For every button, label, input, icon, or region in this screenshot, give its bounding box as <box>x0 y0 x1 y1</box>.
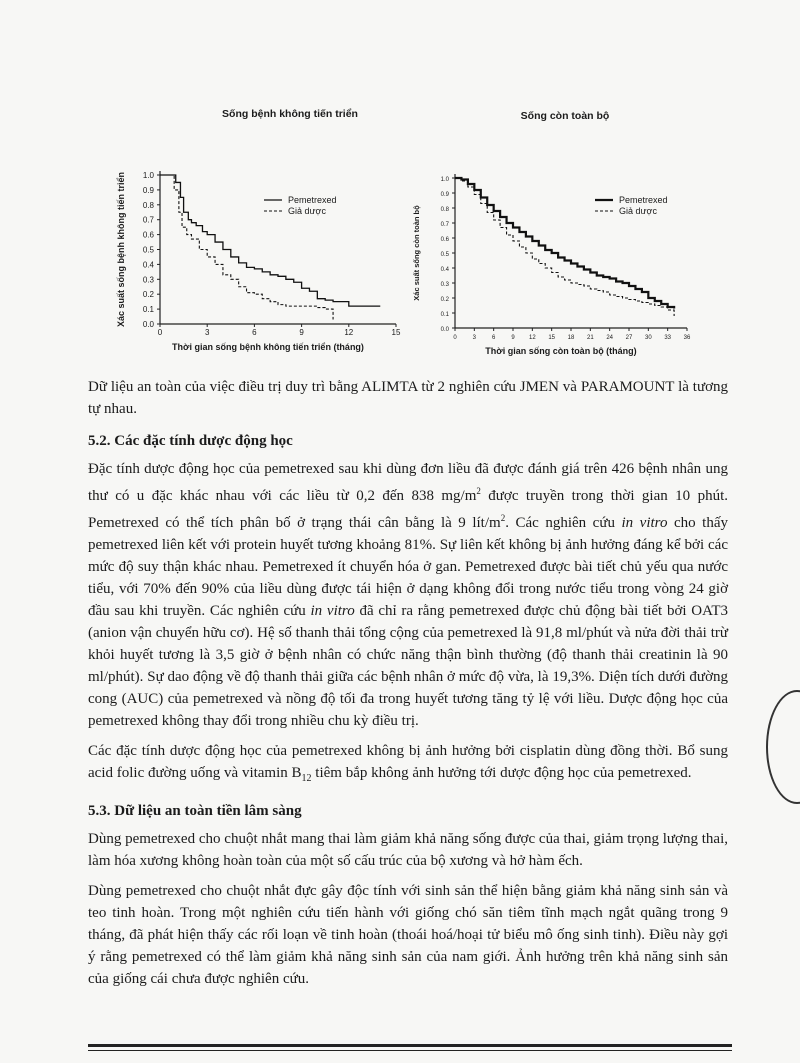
text-run: . Các nghiên cứu <box>505 515 622 531</box>
y-tick-label: 0.6 <box>440 237 449 243</box>
y-tick-label: 0.5 <box>142 245 154 255</box>
x-tick-label: 24 <box>606 335 614 341</box>
x-axis-label: Thời gian sống còn toàn bộ (tháng) <box>485 346 637 356</box>
x-tick-label: 36 <box>683 335 691 341</box>
text-run: được truyền trong thời gian 10 phút. Pemetrexed có thể tích phân bố ở trạng thái cân bằng là 9 lít/m <box>88 488 728 531</box>
x-tick-label: 12 <box>344 328 354 337</box>
legend-label: Pemetrexed <box>619 195 668 205</box>
legend-label: Pemetrexed <box>288 195 337 205</box>
x-tick-label: 3 <box>204 328 210 337</box>
x-tick-label: 6 <box>252 328 257 337</box>
text-run: Các đặc tính dược động học của pemetrexed không bị ảnh hưởng bởi cisplatin dùng đồng thời. Bổ sung acid folic đường uống và vitamin B <box>88 743 728 781</box>
y-tick-label: 0.2 <box>440 297 449 303</box>
x-tick-label: 33 <box>664 335 672 341</box>
footer-rule-thin <box>88 1050 732 1051</box>
x-tick-label: 15 <box>391 328 401 337</box>
subscript: 12 <box>301 773 312 784</box>
y-tick-label: 0.9 <box>142 185 154 195</box>
y-tick-label: 0.8 <box>142 200 154 210</box>
y-tick-label: 0.6 <box>142 230 154 240</box>
x-tick-label: 3 <box>472 335 477 341</box>
x-tick-label: 9 <box>511 335 515 341</box>
text-run: đã chỉ ra rằng pemetrexed được chủ động bài tiết bởi OAT3 (anion vận chuyển hữu cơ). Hệ số thanh thải tổng cộng của pemetrexed là 91,8 ml/phút và nửa đời thải trừ khỏi huyết tương là 3,5 giờ ở bệnh nhân có chức năng thận bình thường (độ thanh thải creatinin là 90 ml/phút). Sự dao động về độ thanh thải giữa các bệnh nhân ở mức độ vừa, là 19,3%. Diện tích dưới đường cong (AUC) của pemetrexed và nồng độ tối đa trong huyết tương tăng tỷ lệ với liều. Dược động học của pemetrexed không thay đổi trong nhiều chu kỳ điều trị. <box>88 603 728 729</box>
y-tick-label: 0.0 <box>142 320 154 329</box>
pharmacokinetics-paragraph-2 <box>88 740 728 790</box>
y-tick-label: 0.3 <box>440 282 449 288</box>
stamp-mark <box>766 690 800 804</box>
italic-term: in vitro <box>621 515 668 531</box>
y-axis-label: Xác suất sống bệnh không tiến triển <box>116 171 126 328</box>
x-tick-label: 12 <box>528 335 536 341</box>
y-tick-label: 0.9 <box>440 192 449 198</box>
pfs-chart-title: Sống bệnh không tiến triển <box>222 108 358 120</box>
preclinical-paragraph-2: Dùng pemetrexed cho chuột nhắt đực gây độc tính với sinh sản thể hiện bằng giảm khả năng sinh sản và teo tinh hoàn. Trong một nghiên cứu tiến hành với giống chó săn tiêm tĩnh mạch ngắt quãng trong 9 tháng, đã phát hiện thấy các rối loạn về tinh hoàn (thoái hoá/hoại tử biểu mô ống sinh tinh). Điều này gợi ý rằng pemetrexed có thể làm giảm khả năng sinh sản của nam giới. Ảnh hưởng trên khả năng sinh sản của giống cái chưa được nghiên cứu. <box>88 883 728 987</box>
y-tick-label: 0.0 <box>440 327 449 333</box>
legend-label: Giả dược <box>288 206 326 216</box>
pfs-chart <box>100 100 420 365</box>
x-tick-label: 30 <box>644 335 652 341</box>
y-tick-label: 0.1 <box>440 312 449 318</box>
y-tick-label: 0.7 <box>142 215 154 225</box>
os-chart-svg <box>412 100 715 365</box>
pharmacokinetics-paragraph-1 <box>88 458 728 732</box>
y-tick-label: 1.0 <box>142 171 154 180</box>
legend-label: Giả dược <box>619 206 657 216</box>
y-tick-label: 0.7 <box>440 222 449 228</box>
x-tick-label: 6 <box>491 335 496 341</box>
x-axis-label: Thời gian sống bệnh không tiến triển (tháng) <box>172 342 364 352</box>
y-axis-label: Xác suất sống còn toàn bộ <box>412 205 421 301</box>
document-body <box>88 376 728 998</box>
italic-term: in vitro <box>310 603 355 619</box>
y-tick-label: 0.5 <box>440 252 449 258</box>
x-tick-label: 27 <box>625 335 633 341</box>
x-tick-label: 21 <box>586 335 594 341</box>
x-tick-label: 0 <box>157 328 163 337</box>
os-chart-title: Sống còn toàn bộ <box>520 110 610 122</box>
x-tick-label: 0 <box>453 335 457 341</box>
x-tick-label: 18 <box>567 335 575 341</box>
preclinical-paragraph-1: Dùng pemetrexed cho chuột nhắt mang thai làm giảm khả năng sống được của thai, giảm trọng lượng thai, làm hóa xương không hoàn toàn của một số cấu trúc của bộ xương và hở hàm ếch. <box>88 831 728 869</box>
y-tick-label: 0.3 <box>142 275 154 285</box>
y-tick-label: 0.4 <box>142 260 154 270</box>
superscript: 2 <box>500 513 506 523</box>
y-tick-label: 0.8 <box>440 207 449 213</box>
text-run: Đặc tính dược động học của pemetrexed sau khi dùng đơn liều đã được đánh giá trên 426 bệnh nhân ung thư có u đặc khác nhau với các liều từ 0,2 đến 838 mg/m <box>88 461 728 504</box>
pfs-chart-svg <box>100 100 420 365</box>
y-tick-label: 0.4 <box>440 267 449 273</box>
section-5-2-heading: 5.2. Các đặc tính dược động học <box>88 433 293 449</box>
intro-paragraph: Dữ liệu an toàn của việc điều trị duy trì bằng ALIMTA từ 2 nghiên cứu JMEN và PARAMOUNT là tương tự nhau. <box>88 379 728 417</box>
y-tick-label: 1.0 <box>440 177 449 183</box>
text-run: tiêm bắp không ảnh hưởng tới dược động học của pemetrexed. <box>311 765 692 781</box>
y-tick-label: 0.1 <box>142 305 154 315</box>
superscript: 2 <box>476 486 481 496</box>
x-tick-label: 15 <box>548 335 556 341</box>
text-run: cho thấy pemetrexed liên kết với protein huyết tương khoảng 81%. Sự liên kết không bị ảnh hưởng đáng kể bởi các mức độ suy thận khác nhau. Pemetrexed ít chuyển hóa ở gan. Pemetrexed được bài tiết chủ yếu qua nước tiểu, với 70% đến 90% của liều dùng được tái hiện ở dạng không đổi trong nước tiểu trong vòng 24 giờ đầu sau khi truyền. Các nghiên cứu <box>88 515 728 619</box>
section-5-3-heading: 5.3. Dữ liệu an toàn tiền lâm sàng <box>88 803 302 819</box>
series-line-pemetrexed <box>160 175 380 306</box>
x-tick-label: 9 <box>299 328 304 337</box>
y-tick-label: 0.2 <box>142 290 154 300</box>
footer-rule-thick <box>88 1044 732 1047</box>
os-chart <box>412 100 715 365</box>
